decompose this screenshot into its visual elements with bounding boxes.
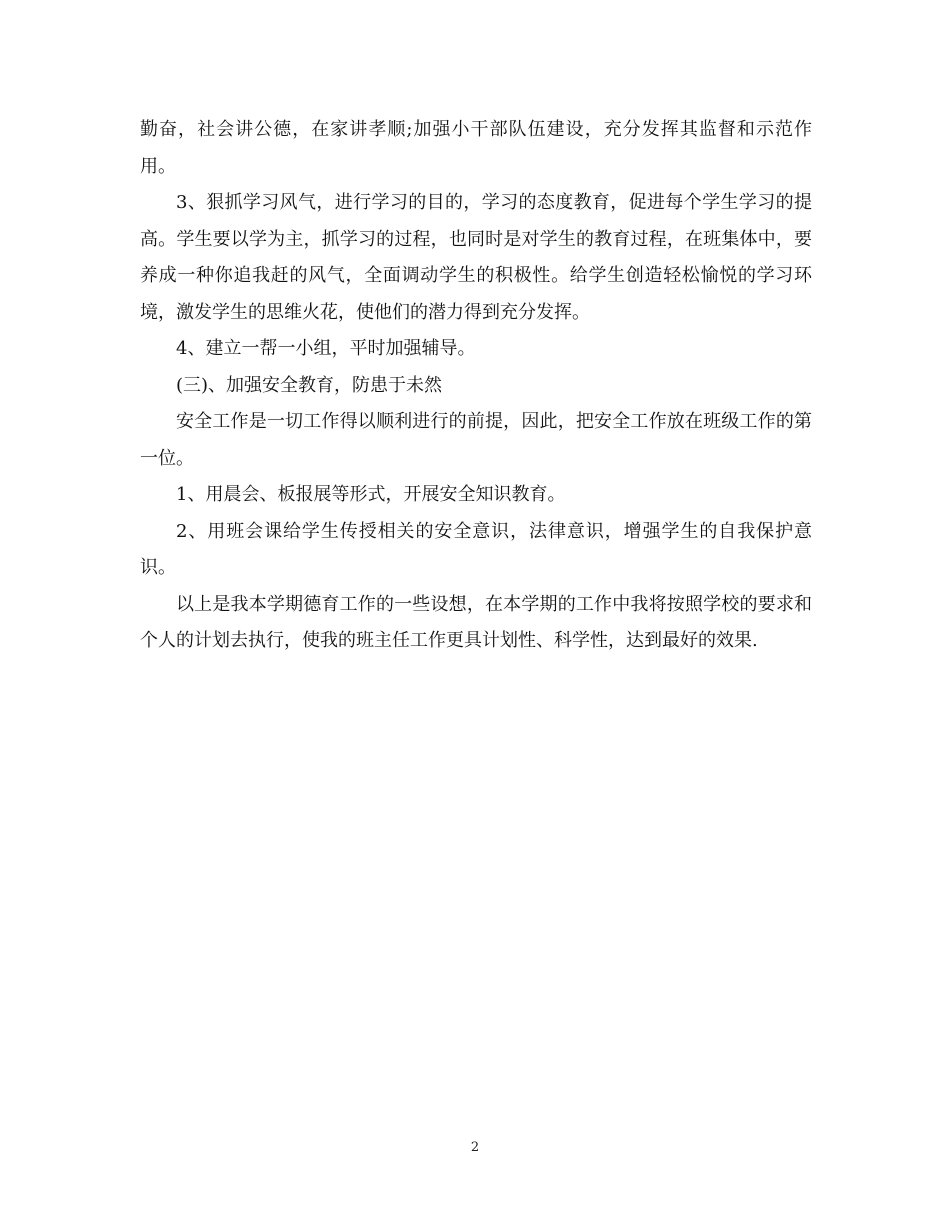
document-body (140, 112, 812, 660)
paragraph: 4、建立一帮一小组，平时加强辅导。 (176, 338, 476, 359)
paragraph: 2、用班会课给学生传授相关的安全意识，法律意识，增强学生的自我保护意识。 (140, 520, 812, 578)
paragraph: 勤奋，社会讲公德，在家讲孝顺;加强小干部队伍建设，充分发挥其监督和示范作用。 (140, 119, 812, 177)
section-heading: (三)、加强安全教育，防患于未然 (176, 374, 443, 396)
page-number: 2 (470, 1140, 480, 1155)
paragraph: 安全工作是一切工作得以顺利进行的前提，因此，把安全工作放在班级工作的第一位。 (140, 411, 812, 469)
paragraph: 1、用晨会、板报展等形式，开展安全知识教育。 (176, 484, 566, 505)
paragraph: 以上是我本学期德育工作的一些设想，在本学期的工作中我将按照学校的要求和个人的计划去执行，使我的班主任工作更具计划性、科学性，达到最好的效果. (140, 593, 812, 651)
paragraph: 3、狠抓学习风气，进行学习的目的，学习的态度教育，促进每个学生学习的提高。学生要以学为主，抓学习的过程，也同时是对学生的教育过程，在班集体中，要养成一种你追我赶的风气，全面调动学生的积极性。给学生创造轻松愉悦的学习环境，激发学生的思维火花，使他们的潜力得到充分发挥。 (140, 192, 812, 323)
